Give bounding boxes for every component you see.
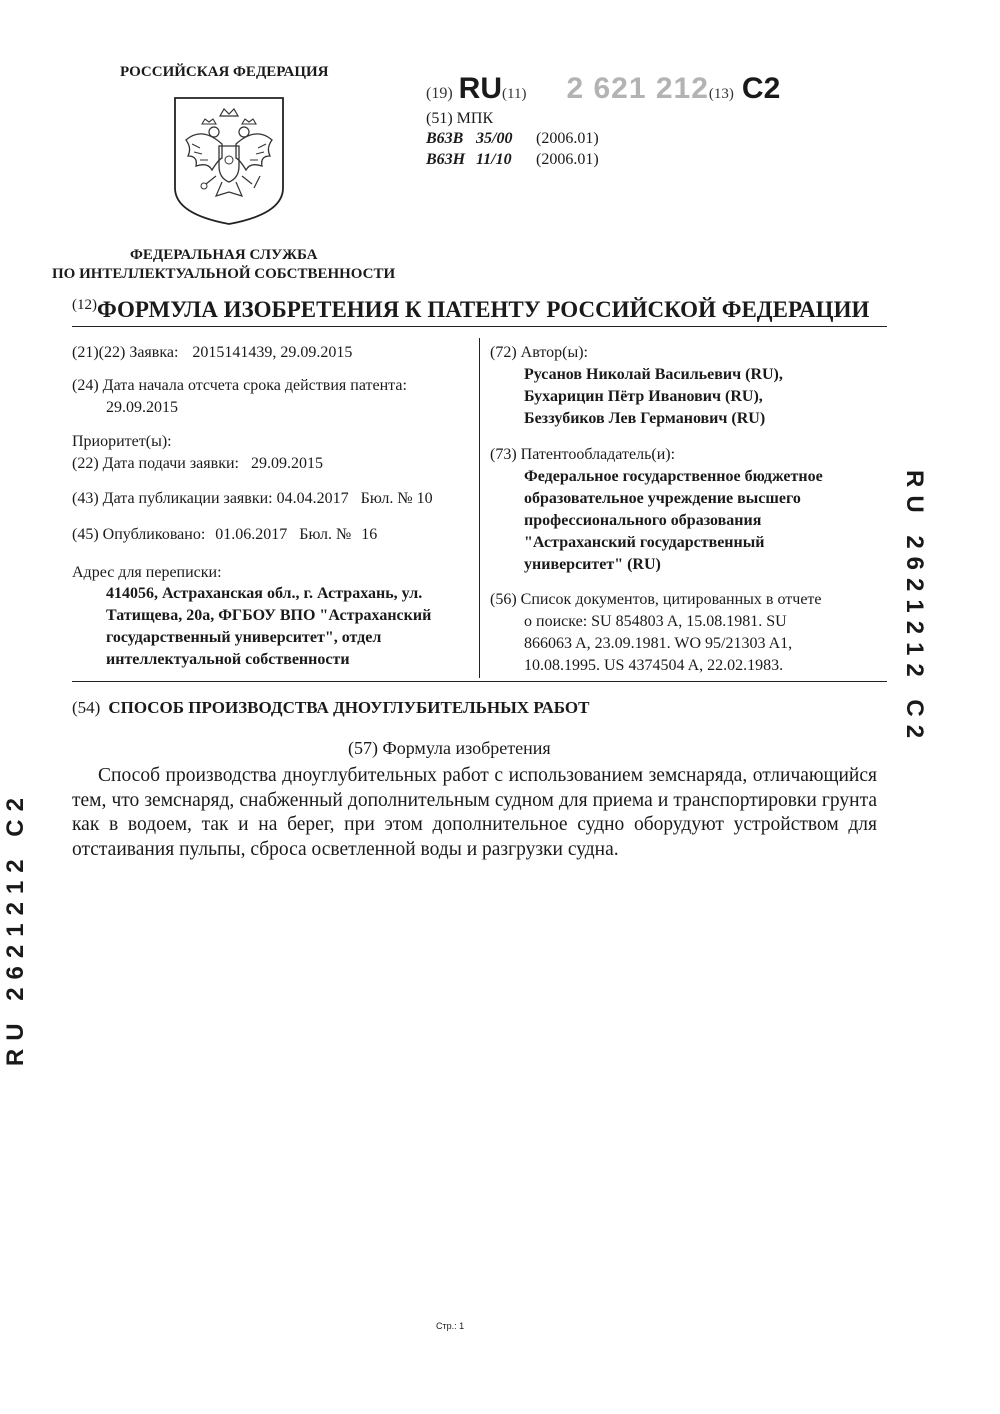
holder-label: (73) Патентообладатель(и):: [490, 446, 676, 463]
patent-number: 2 621 212: [566, 72, 709, 105]
title-code: (12): [72, 297, 97, 313]
mpk-label: (51) МПК: [426, 110, 494, 127]
ipc-version: (2006.01): [536, 151, 599, 168]
ipc-row: [426, 130, 599, 148]
bib-divider: [72, 681, 887, 682]
column-divider: [479, 338, 480, 678]
side-code-right: RU 2621212 C2: [901, 470, 928, 747]
application-field: [72, 342, 352, 364]
priority-label: Приоритет(ы):: [72, 433, 172, 450]
emblem-icon: [172, 96, 286, 226]
author-name: Русанов Николай Васильевич (RU),: [524, 366, 783, 383]
address-label: Адрес для переписки:: [72, 564, 222, 581]
cited-docs-line: 866063 A, 23.09.1981. WO 95/21303 A1,: [524, 635, 793, 652]
filing-date-field: [72, 453, 323, 475]
application-label: (21)(22) Заявка:: [72, 344, 179, 361]
published-bulletin-value: 16: [361, 526, 378, 543]
address-line: 414056, Астраханская обл., г. Астрахань, ул.: [106, 585, 423, 602]
start-date-value: 29.09.2015: [106, 399, 178, 416]
published-value: 01.06.2017: [215, 526, 288, 543]
application-publication-value: 04.04.2017: [276, 490, 349, 507]
ipc-class: B63B: [426, 130, 464, 147]
holder-line: Федеральное государственное бюджетное: [524, 468, 823, 485]
ipc-row: [426, 151, 599, 169]
address-line: государственный университет", отдел: [106, 629, 382, 646]
kind-code: C2: [741, 72, 781, 105]
application-publication-label: (43) Дата публикации заявки:: [72, 490, 273, 507]
country-name: РОССИЙСКАЯ ФЕДЕРАЦИЯ: [120, 64, 329, 80]
claims-text: Способ производства дноуглубительных работ с использованием земснаряда, отличающийся тем, что земснаряд, снабженный дополнительным судном для приема и транспортировки грунта как в водоем, так и на берег, при этом дополнительное судно оборудуют устройством для отстаивания пульпы, сброса осветленной воды и разгрузки судна.: [72, 765, 877, 860]
ipc-class: B63H: [426, 151, 466, 168]
invention-code: (54): [72, 698, 101, 717]
published-label: (45) Опубликовано:: [72, 526, 206, 543]
page-number: Стр.: 1: [436, 1321, 465, 1331]
title-text: ФОРМУЛА ИЗОБРЕТЕНИЯ К ПАТЕНТУ РОССИЙСКОЙ ФЕДЕРАЦИИ: [97, 297, 870, 322]
publication-number-row: [426, 72, 780, 106]
cited-docs-line: (56) Список документов, цитированных в отчете: [490, 591, 822, 608]
holder-line: "Астраханский государственный: [524, 534, 765, 551]
document-title: [72, 297, 869, 323]
ipc-group: 35/00: [476, 130, 513, 147]
invention-title-text: СПОСОБ ПРОИЗВОДСТВА ДНОУГЛУБИТЕЛЬНЫХ РАБОТ: [108, 698, 590, 717]
application-publication-field: [72, 488, 433, 510]
country-code: RU: [458, 72, 502, 105]
author-name: Бухарицин Пётр Иванович (RU),: [524, 388, 763, 405]
ipc-version: (2006.01): [536, 130, 599, 147]
invention-title: [72, 698, 590, 718]
side-code-left: RU 2621212 C2: [2, 790, 29, 1067]
start-date-label: (24) Дата начала отсчета срока действия патента:: [72, 377, 407, 394]
filing-date-value: 29.09.2015: [250, 455, 323, 472]
authors-label: (72) Автор(ы):: [490, 344, 588, 361]
holder-line: университет" (RU): [524, 556, 661, 573]
published-field: [72, 524, 377, 546]
cited-docs-line: о поиске: SU 854803 A, 15.08.1981. SU: [524, 613, 787, 630]
cited-docs-line: 10.08.1995. US 4374504 A, 22.02.1983.: [524, 657, 784, 674]
claims-heading: (57) Формула изобретения: [348, 738, 551, 758]
filing-date-label: (22) Дата подачи заявки:: [72, 455, 239, 472]
application-bulletin: Бюл. № 10: [360, 490, 433, 507]
published-bulletin-label: Бюл. №: [299, 526, 352, 543]
application-value: 2015141439, 29.09.2015: [192, 344, 353, 361]
holder-line: профессионального образования: [524, 512, 762, 529]
address-line: интеллектуальной собственности: [106, 651, 350, 668]
code-19: (19): [426, 85, 453, 102]
agency-name-line1: ФЕДЕРАЛЬНАЯ СЛУЖБА: [130, 247, 318, 263]
address-line: Татищева, 20а, ФГБОУ ВПО "Астраханский: [106, 607, 432, 624]
agency-name-line2: ПО ИНТЕЛЛЕКТУАЛЬНОЙ СОБСТВЕННОСТИ: [52, 266, 396, 282]
code-11: (11): [502, 86, 527, 102]
author-name: Беззубиков Лев Германович (RU): [524, 410, 766, 427]
title-divider: [72, 326, 887, 327]
code-13: (13): [708, 86, 734, 102]
holder-line: образовательное учреждение высшего: [524, 490, 801, 507]
ipc-group: 11/10: [476, 151, 512, 168]
